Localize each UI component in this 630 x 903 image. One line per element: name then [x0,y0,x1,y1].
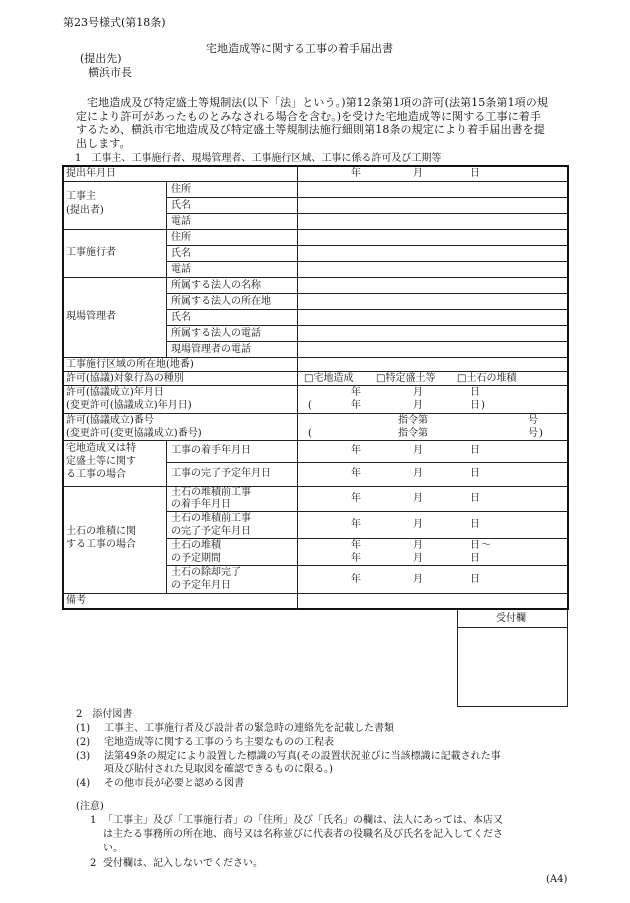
note-text: は主たる事務所の所在地、商号又は名称並びに代表者の役職名及び氏名を記入してくださ [103,829,503,840]
paren-close: ) [539,428,543,439]
page-title: 宅地造成等に関する工事の着手届出書 [206,42,393,55]
pile-pre-start-label: 土石の堆積前工事 [171,487,251,498]
year: 年 [351,445,361,456]
paren-close: ) [481,400,485,411]
month: 月 [413,540,423,551]
change-permit-day: 日 [470,400,480,411]
intro-line: 定により許可があったものとみなされる場合を含む。)を受けた宅地造成等に関する工事に着手 [76,109,541,123]
attachment-num: (4) [76,778,91,789]
permit-year: 年 [351,387,361,398]
section1-heading: 1 工事主、工事施行者、現場管理者、工事施行区域、工事に係る許可及び工期等 [75,153,442,164]
intro-paragraph [76,96,568,150]
recipient-name: 横浜市長 [88,66,132,79]
year: 年 [351,553,361,564]
dev-label: 定盛土等に関す [66,456,136,467]
paper-size: (A4) [546,874,568,885]
change-permit-month: 月 [413,400,423,411]
owner-name-label: 氏名 [171,200,191,211]
change-permit-no-prefix: 指令第 [398,428,428,439]
month: 月 [413,574,423,585]
year: 年 [351,540,361,551]
attachment-item: その他市長が必要と認める図書 [104,778,244,789]
attachment-num: (1) [76,723,91,734]
range-mark: ～ [481,540,491,551]
attachment-item: 項及び貼付された見取図を確認できるものに限る。) [104,764,333,775]
intro-line: 宅地造成及び特定盛土等規制法(以下「法」という。)第12条第1項の許可(法第15条第1項の規 [87,96,548,109]
paren-open: ( [308,428,312,439]
receipt-label: 受付欄 [496,613,526,624]
contractor-address-label: 住所 [171,232,191,243]
kind-option-dev[interactable]: □宅地造成 [304,373,354,384]
site-manager-field: 所属する法人の所在地 [171,296,271,307]
month: 月 [413,445,423,456]
note-text: 受付欄は、記入しないでください。 [103,858,263,869]
note-num: 1 [90,815,97,826]
kind-label: 許可(協議)対象行為の種別 [66,373,184,384]
attachment-item: 工事主、工事施行者及び設計者の緊急時の連絡先を記載した書類 [104,723,394,734]
site-manager-field: 現場管理者の電話 [171,344,251,355]
site-manager-field: 所属する法人の名称 [171,280,261,291]
day: 日 [470,468,480,479]
month: 月 [413,468,423,479]
pile-label: する工事の場合 [66,539,136,550]
note-num: 2 [90,858,97,869]
contractor-label: 工事施行者 [66,247,116,258]
contractor-phone-label: 電話 [171,264,191,275]
year: 年 [351,574,361,585]
site-manager-field: 所属する法人の電話 [171,328,261,339]
kind-option-pile[interactable]: □土石の堆積 [457,373,517,384]
contractor-name-label: 氏名 [171,248,191,259]
permit-no-suffix: 号 [528,415,538,426]
attachment-item: 法第49条の規定により設置した標識の写真(その設置状況並びに当該標識に記載された事 [104,751,501,762]
note-text: い。 [103,843,123,854]
owner-address-label: 住所 [171,184,191,195]
paren-open: ( [308,400,312,411]
note-text: 「工事主」及び「工事施行者」の「住所」及び「氏名」の欄は、法人にあっては、本店又 [103,815,503,826]
pile-label: 土石の堆積に関 [66,526,136,537]
site-manager-field: 氏名 [171,312,191,323]
pile-removal-label: 土石の除却完了 [171,567,241,578]
dev-end-label: 工事の完了予定年月日 [171,468,271,479]
permit-no-label-sub: (変更許可(変更協議成立)番号) [66,428,202,439]
month: 月 [413,519,423,530]
dev-label: る工事の場合 [66,469,126,480]
pile-period-label: 土石の堆積 [171,540,221,551]
permit-date-label: 許可(協議成立)年月日 [66,387,164,398]
pile-pre-end-label: 土石の堆積前工事 [171,513,251,524]
owner-label: 工事主 [66,191,96,202]
day: 日 [470,445,480,456]
year: 年 [351,519,361,530]
notes-heading: (注意) [76,801,104,812]
kind-option-fill[interactable]: □特定盛土等 [376,373,436,384]
attachment-num: (3) [76,751,91,762]
pile-removal-label: の予定年月日 [171,580,231,591]
dev-label: 宅地造成又は特 [66,443,136,454]
submit-date-label: 提出年月日 [66,168,116,179]
pile-pre-start-label: の着手年月日 [171,499,231,510]
attachment-item: 宅地造成等に関する工事のうち主要なものの工程表 [104,737,334,748]
location-label: 工事施行区域の所在地(地番) [66,359,194,370]
day: 日 [470,519,480,530]
day: 日 [470,553,480,564]
month: 月 [413,553,423,564]
submit-date-day: 日 [470,168,480,179]
owner-label-sub: (提出者) [66,205,104,216]
year: 年 [351,468,361,479]
permit-no-label: 許可(協議成立)番号 [66,415,154,426]
submit-date-month: 月 [413,168,423,179]
form-number: 第23号様式(第18条) [63,16,166,29]
change-permit-year: 年 [351,400,361,411]
year: 年 [351,493,361,504]
day: 日 [470,493,480,504]
permit-no-prefix: 指令第 [398,415,428,426]
permit-date-label-sub: (変更許可(協議成立)年月日) [66,400,192,411]
recipient-label: (提出先) [80,52,122,65]
permit-day: 日 [470,387,480,398]
remarks-label: 備考 [66,595,86,606]
owner-phone-label: 電話 [171,216,191,227]
permit-month: 月 [413,387,423,398]
change-permit-no-suffix: 号 [528,428,538,439]
day: 日 [470,574,480,585]
site-manager-label: 現場管理者 [66,311,116,322]
submit-date-year: 年 [351,168,361,179]
pile-pre-end-label: の完了予定年月日 [171,526,251,537]
attachment-num: (2) [76,737,91,748]
pile-period-label: の予定期間 [171,553,221,564]
attachments-heading: 2 添付図書 [76,709,133,720]
month: 月 [413,493,423,504]
day: 日 [470,540,480,551]
dev-start-label: 工事の着手年月日 [171,445,251,456]
intro-line: 出します。 [76,136,131,150]
intro-line: するため、横浜市宅地造成及び特定盛土等規制法施行細則第18条の規定により着手届出書を提 [76,123,545,136]
